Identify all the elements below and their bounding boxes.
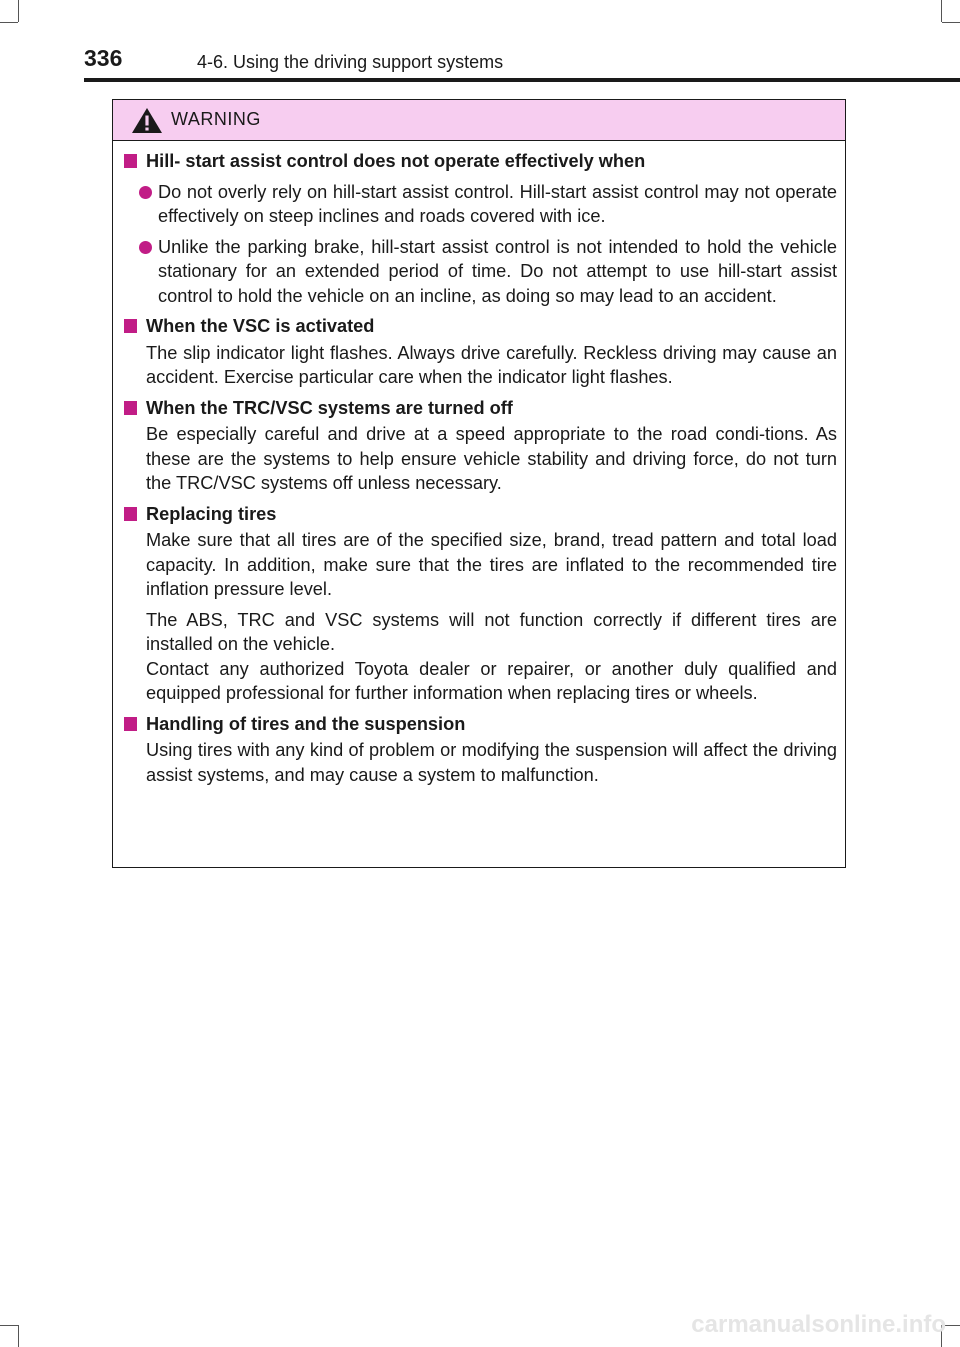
section-heading: When the TRC/VSC systems are turned off (121, 396, 837, 421)
paragraph: The ABS, TRC and VSC systems will not function correctly if different tires are installed on the vehicle. (146, 609, 837, 654)
square-bullet-icon (124, 154, 137, 168)
section-heading: Replacing tires (121, 502, 837, 527)
page-header (84, 40, 960, 80)
paragraph: Contact any authorized Toyota dealer or repairer, or another duly qualified and equipped professional for further information when replacing tires or wheels. (146, 658, 837, 703)
square-bullet-icon (124, 401, 137, 415)
warning-triangle-icon (131, 107, 163, 134)
crop-mark (941, 0, 942, 22)
header-rule (84, 78, 960, 82)
crop-mark (0, 22, 18, 23)
crop-mark (0, 1325, 18, 1326)
warning-body (113, 141, 845, 787)
crop-mark (18, 0, 19, 22)
square-bullet-icon (124, 319, 137, 333)
paragraph: Make sure that all tires are of the specified size, brand, tread pattern and total load capacity. In addition, make sure that the tires are inflated to the recommended tire inflation pressure level. (146, 530, 837, 599)
crop-mark (942, 22, 960, 23)
watermark-link[interactable]: carmanualsonline.info (691, 1311, 946, 1338)
round-bullet-icon (139, 186, 152, 199)
section-heading: Hill- start assist control does not operate effectively when (121, 149, 837, 174)
crop-mark (18, 1325, 19, 1347)
square-bullet-icon (124, 717, 137, 731)
section-title: 4-6. Using the driving support systems (197, 52, 504, 72)
paragraph: The slip indicator light flashes. Always drive carefully. Reckless driving may cause an accident. Exercise particular care when the indicator light flashes. (146, 342, 837, 387)
warning-label: WARNING (171, 109, 261, 129)
paragraph: Be especially careful and drive at a speed appropriate to the road condi-tions. As these are the systems to help ensure vehicle stability and driving force, do not turn the TRC/VSC systems off unless necessary. (146, 424, 837, 493)
square-bullet-icon (124, 507, 137, 521)
page-number: 336 (84, 45, 123, 71)
warning-header (113, 100, 845, 141)
list-item: Do not overly rely on hill-start assist control. Hill-start assist control may not operate effectively on steep inclines and roads covered with ice. (121, 180, 837, 229)
paragraph: Using tires with any kind of problem or modifying the suspension will affect the driving assist systems, and may cause a system to malfunction. (146, 740, 837, 785)
section-heading: Handling of tires and the suspension (121, 712, 837, 737)
section-heading: When the VSC is activated (121, 314, 837, 339)
warning-box (112, 99, 846, 868)
round-bullet-icon (139, 241, 152, 254)
list-item: Unlike the parking brake, hill-start assist control is not intended to hold the vehicle stationary for an extended period of time. Do not attempt to use hill-start assist control to hold the vehicle on an incline, as doing so may lead to an accident. (121, 235, 837, 309)
